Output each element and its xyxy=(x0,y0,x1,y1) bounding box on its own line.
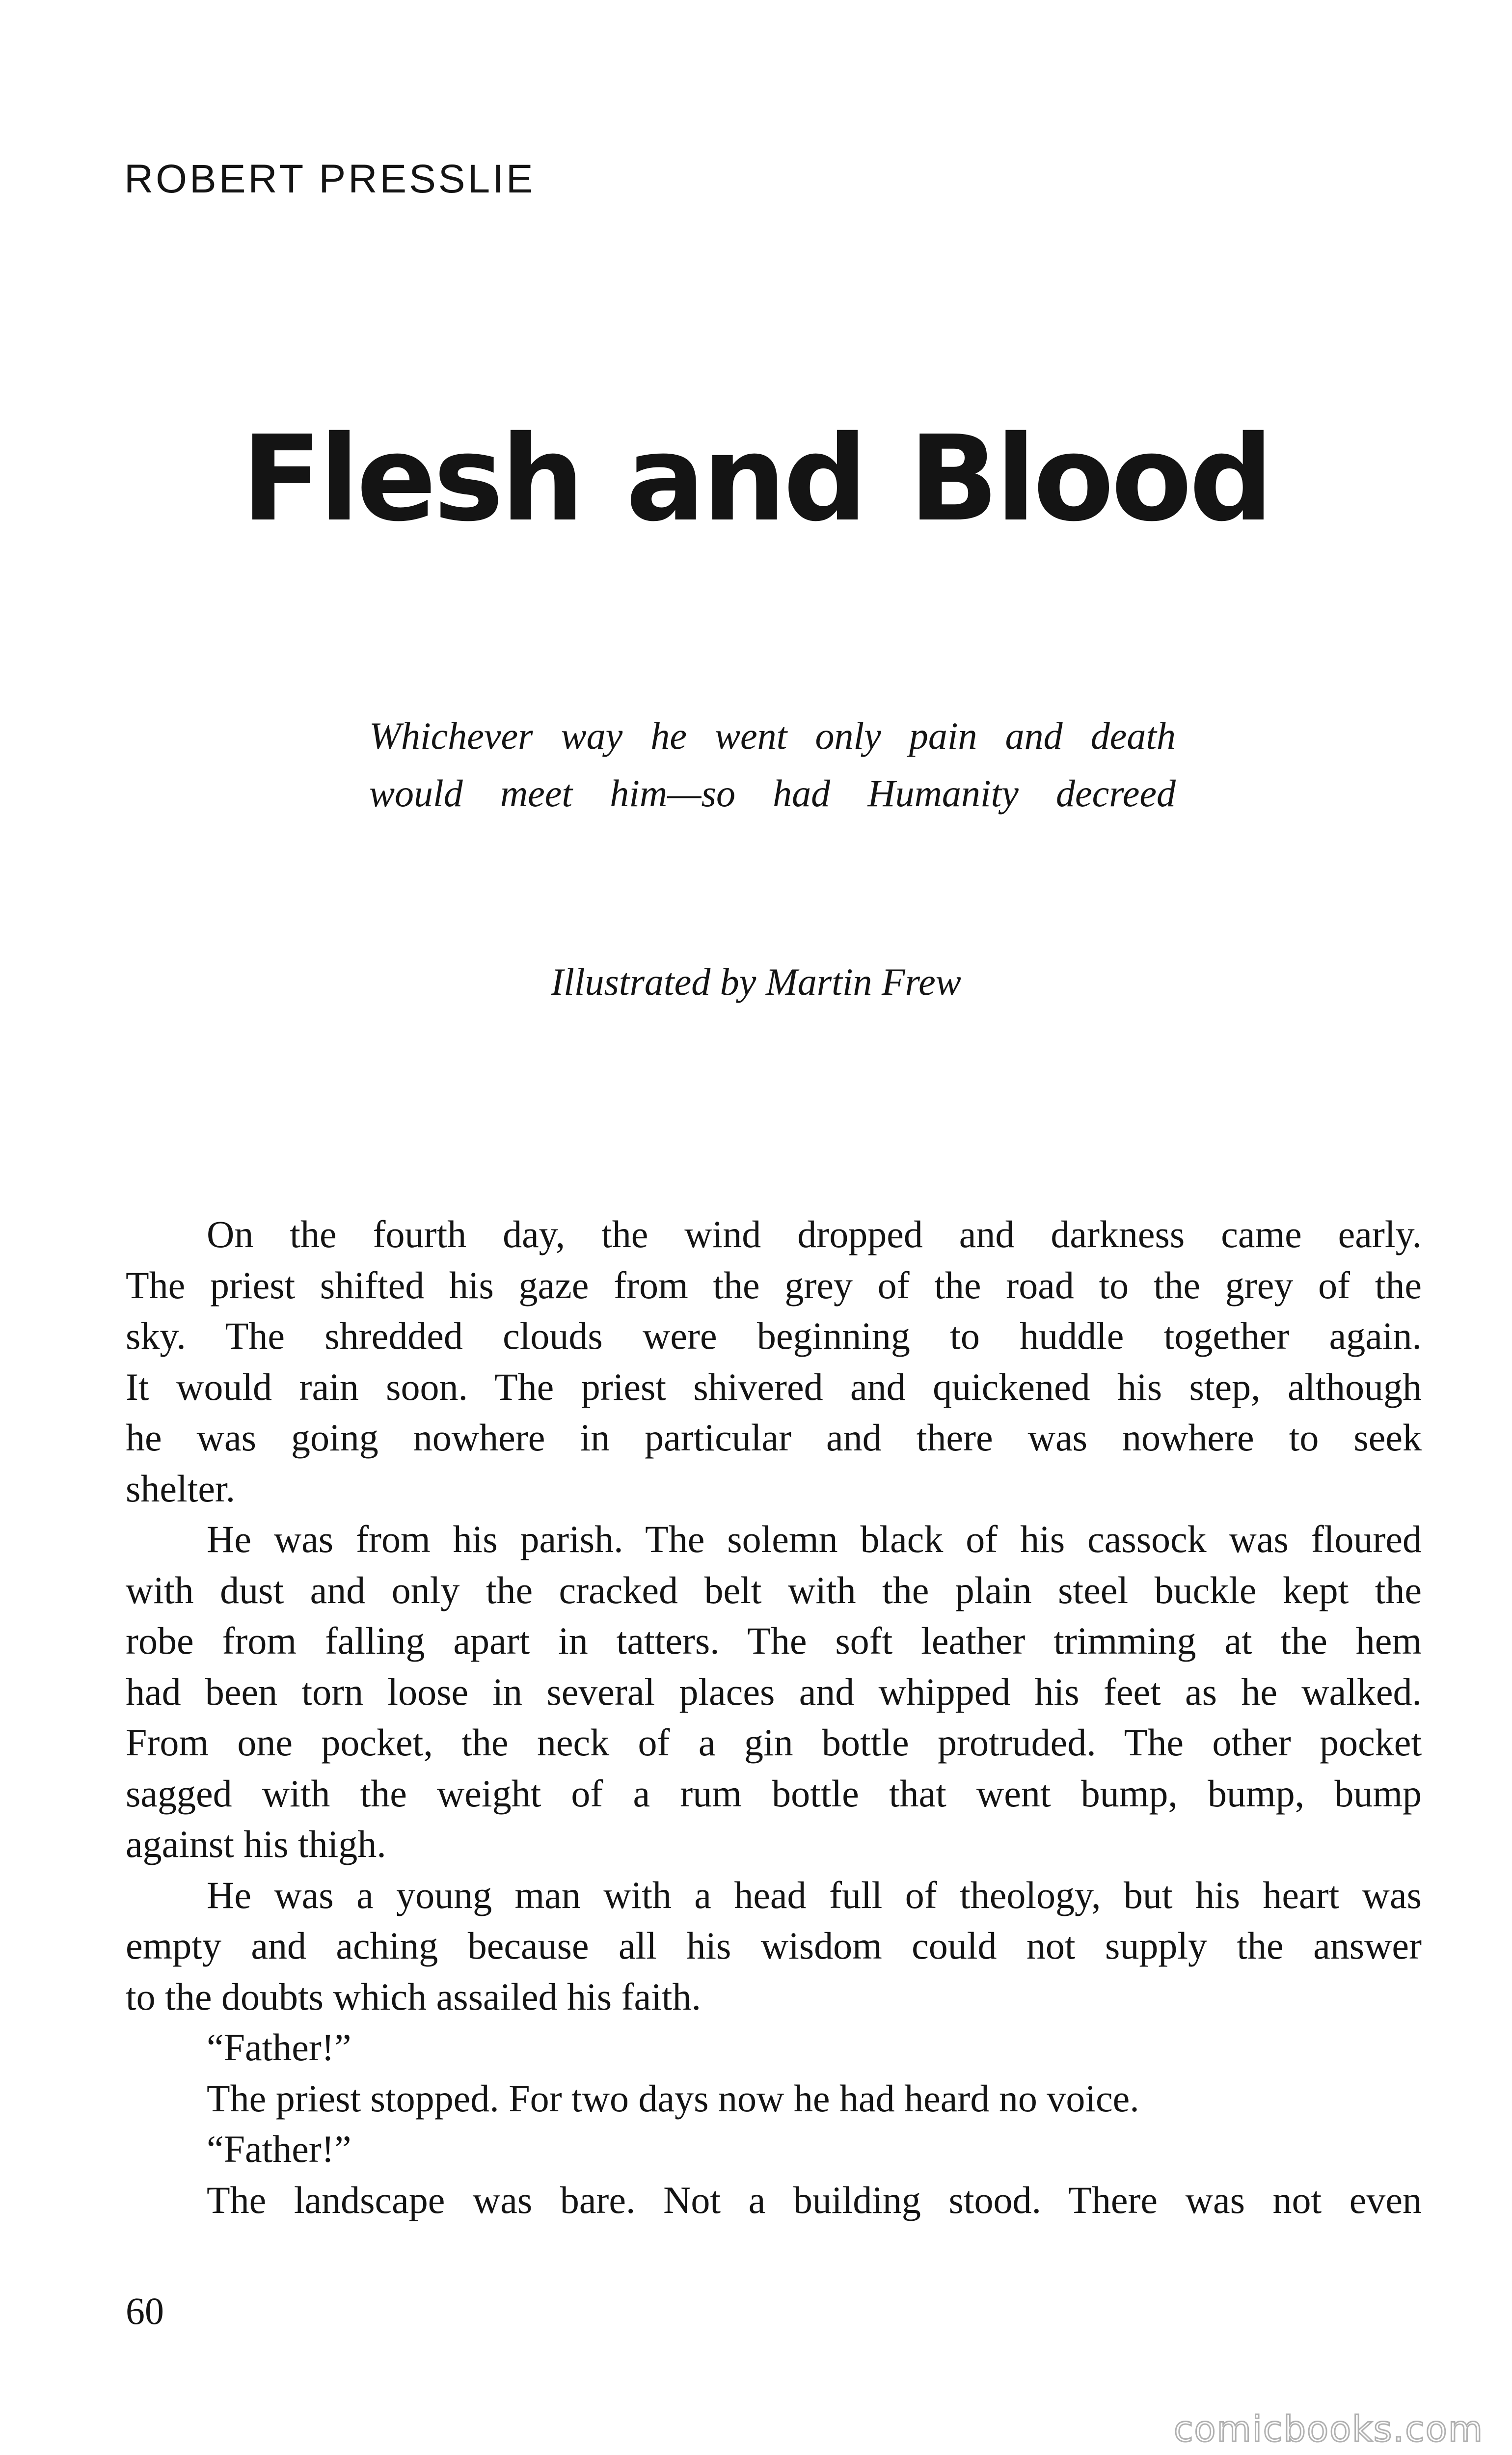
body-line: robe from falling apart in tatters. The soft leather trimming at the hem xyxy=(126,1619,1422,1662)
author-name: ROBERT PRESSLIE xyxy=(124,157,536,201)
body-line: The landscape was bare. Not a building stood. There was not even xyxy=(207,2178,1422,2221)
body-line: From one pocket, the neck of a gin bottle protruded. The other pocket xyxy=(126,1721,1422,1764)
body-line: sagged with the weight of a rum bottle that went bump, bump, bump xyxy=(126,1772,1422,1815)
body-line: “Father!” xyxy=(207,2026,351,2069)
body-line: had been torn loose in several places and whipped his feet as he walked. xyxy=(126,1670,1422,1713)
page-number: 60 xyxy=(126,2290,164,2332)
body-line: shelter. xyxy=(126,1467,236,1510)
story-body xyxy=(126,1209,1422,2225)
body-line: The priest shifted his gaze from the grey of the road to the grey of the xyxy=(126,1263,1422,1307)
body-line: to the doubts which assailed his faith. xyxy=(126,1975,701,2018)
title-word-2: and xyxy=(625,410,865,547)
body-line: with dust and only the cracked belt with the plain steel buckle kept the xyxy=(126,1568,1422,1611)
blurb-line-2: would meet him—so had Humanity decreed xyxy=(369,772,1176,815)
body-line: It would rain soon. The priest shivered and quickened his step, although xyxy=(126,1365,1422,1408)
body-line: sky. The shredded clouds were beginning to huddle together again. xyxy=(126,1314,1422,1357)
illustrator-credit: Illustrated by Martin Frew xyxy=(551,960,961,1003)
watermark-logo: comicbooks.com xyxy=(1173,2408,1484,2450)
body-line: against his thigh. xyxy=(126,1823,386,1865)
body-line: The priest stopped. For two days now he had heard no voice. xyxy=(207,2076,1139,2120)
body-line: empty and aching because all his wisdom could not supply the answer xyxy=(126,1924,1422,1967)
body-line: He was from his parish. The solemn black of his cassock was floured xyxy=(207,1518,1422,1560)
title-word-3: Blood xyxy=(909,410,1271,547)
blurb-line-1: Whichever way he went only pain and death xyxy=(369,714,1176,757)
body-line: He was a young man with a head full of theology, but his heart was xyxy=(207,1873,1422,1916)
body-line: On the fourth day, the wind dropped and darkness came early. xyxy=(207,1213,1422,1255)
story-blurb xyxy=(369,707,1176,822)
body-line: he was going nowhere in particular and there was nowhere to seek xyxy=(126,1416,1422,1459)
story-title xyxy=(0,410,1512,547)
body-line: “Father!” xyxy=(207,2128,351,2170)
title-word-1: Flesh xyxy=(241,410,582,547)
